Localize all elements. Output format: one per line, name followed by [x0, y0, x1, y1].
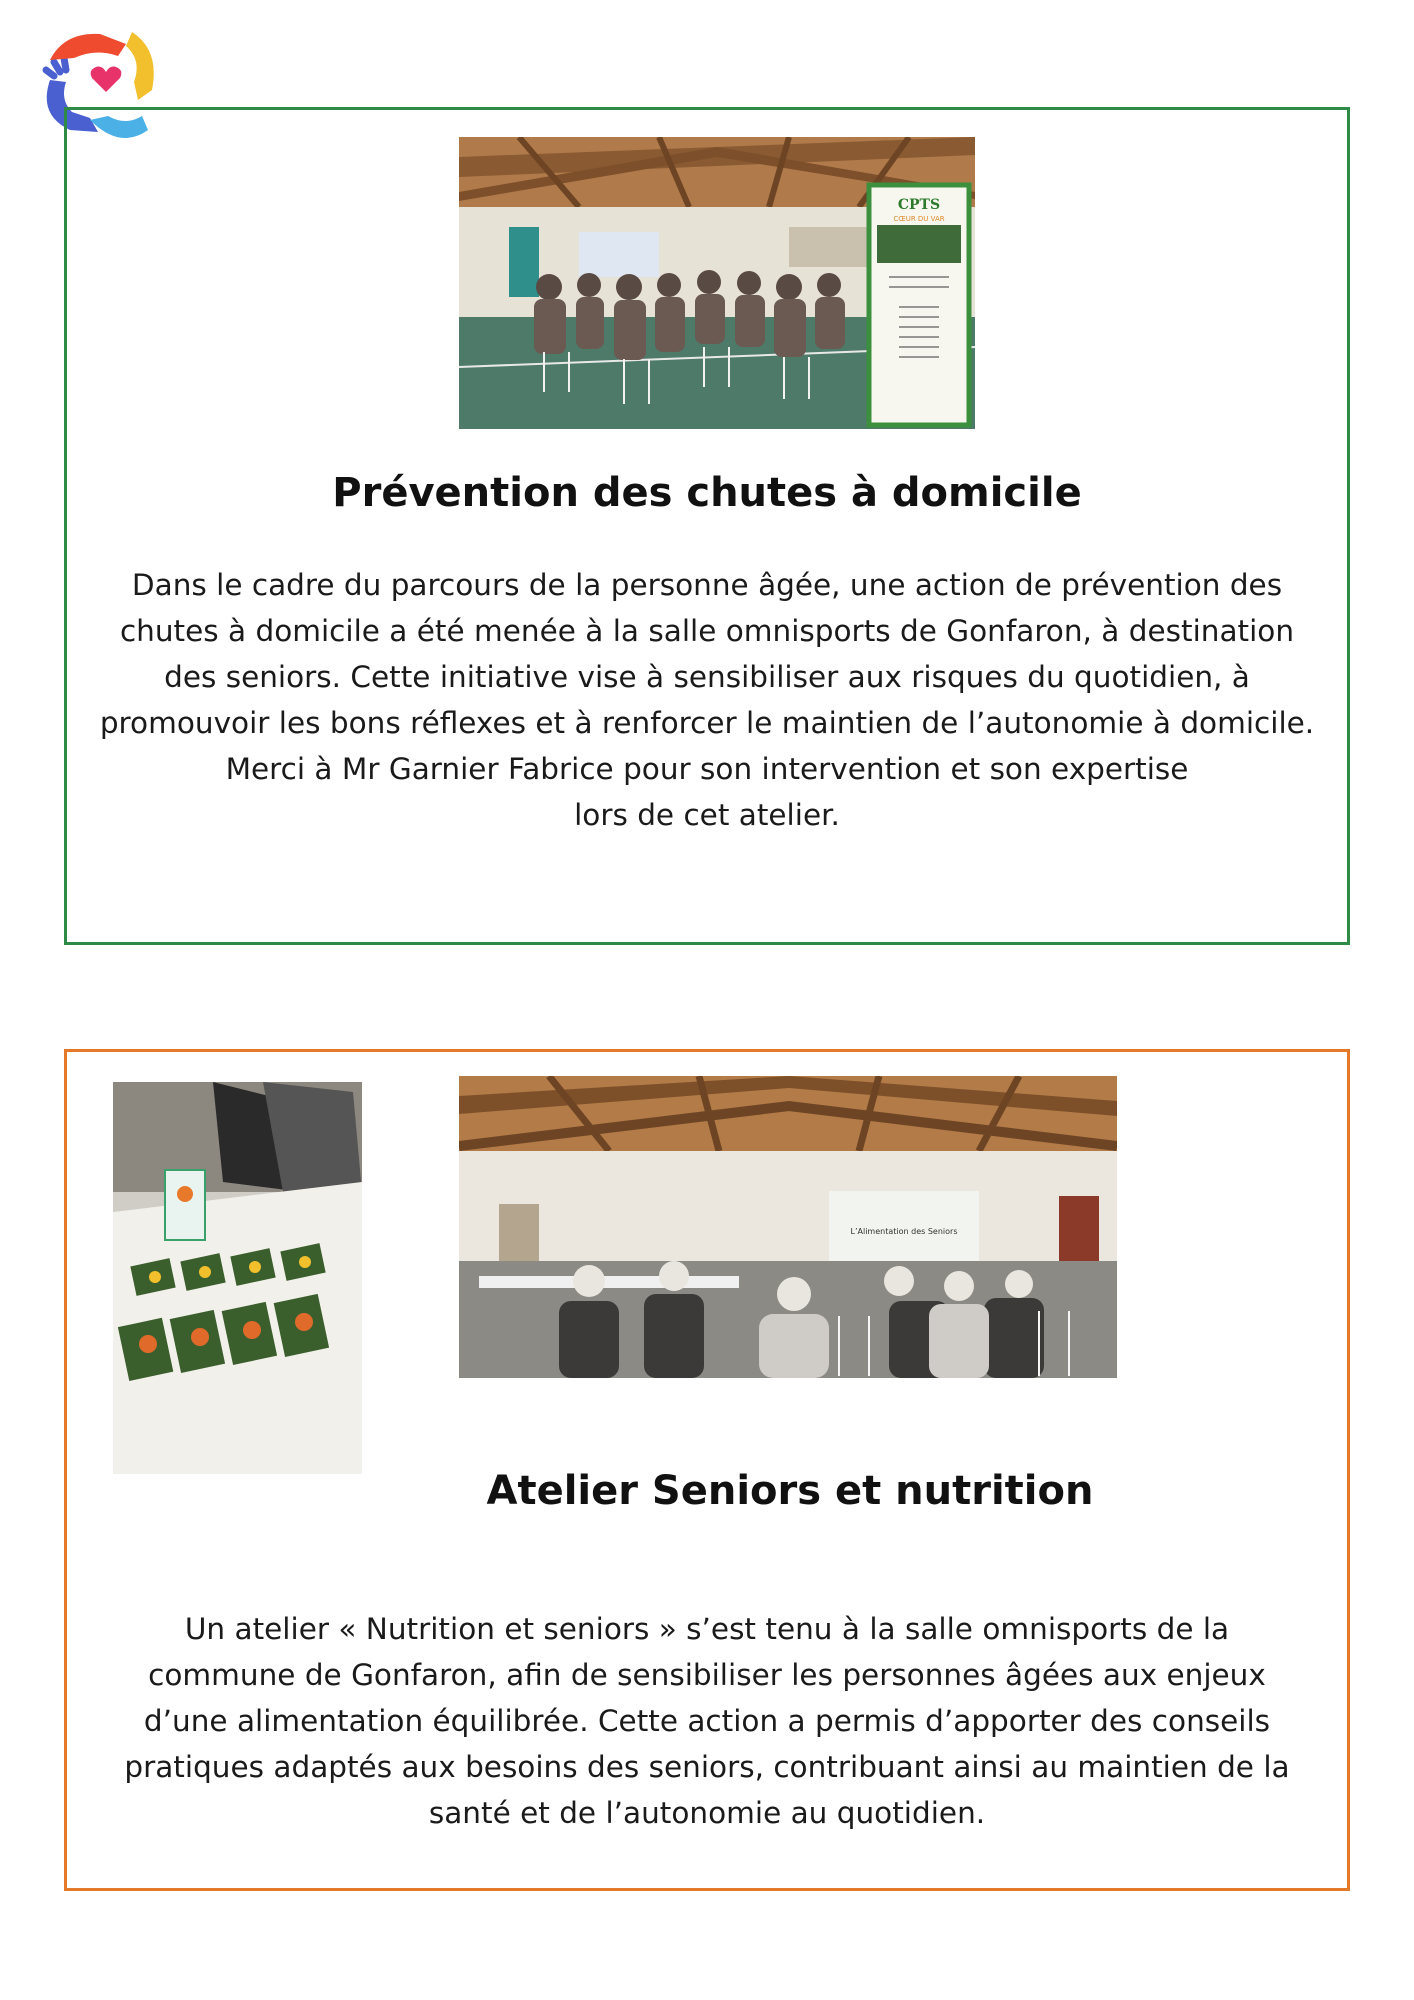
prevention-description — [90, 562, 1324, 838]
workshop-room-photo — [459, 1076, 1117, 1378]
thanks-line-2: lors de cet atelier. — [574, 798, 840, 832]
brochures-table-photo — [113, 1082, 362, 1474]
banner-subtitle: CŒUR DU VAR — [893, 215, 945, 223]
thanks-line-1: Merci à Mr Garnier Fabrice pour son intervention et son expertise — [225, 752, 1189, 786]
projected-slide-text: L’Alimentation des Seniors — [850, 1227, 958, 1236]
prevention-paragraph: Dans le cadre du parcours de la personne âgée, une action de prévention des chutes à domicile a été menée à la salle omnisports de Gonfaron, à destination des seniors. Cette initiative vise à sensibiliser aux risques du quotidien, à promouvoir les bons réflexes et à renforcer le maintien de l’autonomie à domicile. — [99, 568, 1315, 740]
conference-hall-photo — [459, 137, 975, 429]
nutrition-title: Atelier Seniors et nutrition — [486, 1468, 1094, 1514]
nutrition-description — [120, 1606, 1294, 1836]
nutrition-paragraph: Un atelier « Nutrition et seniors » s’est tenu à la salle omnisports de la commune de Gonfaron, afin de sensibiliser les personnes âgées aux enjeux d’une alimentation équilibrée. Cette action a permis d’apporter des conseils pratiques adaptés aux besoins des seniors, contribuant ainsi au maintien de la santé et de l’autonomie au quotidien. — [124, 1612, 1290, 1830]
banner-title: CPTS — [897, 197, 941, 213]
prevention-title: Prévention des chutes à domicile — [332, 470, 1082, 516]
